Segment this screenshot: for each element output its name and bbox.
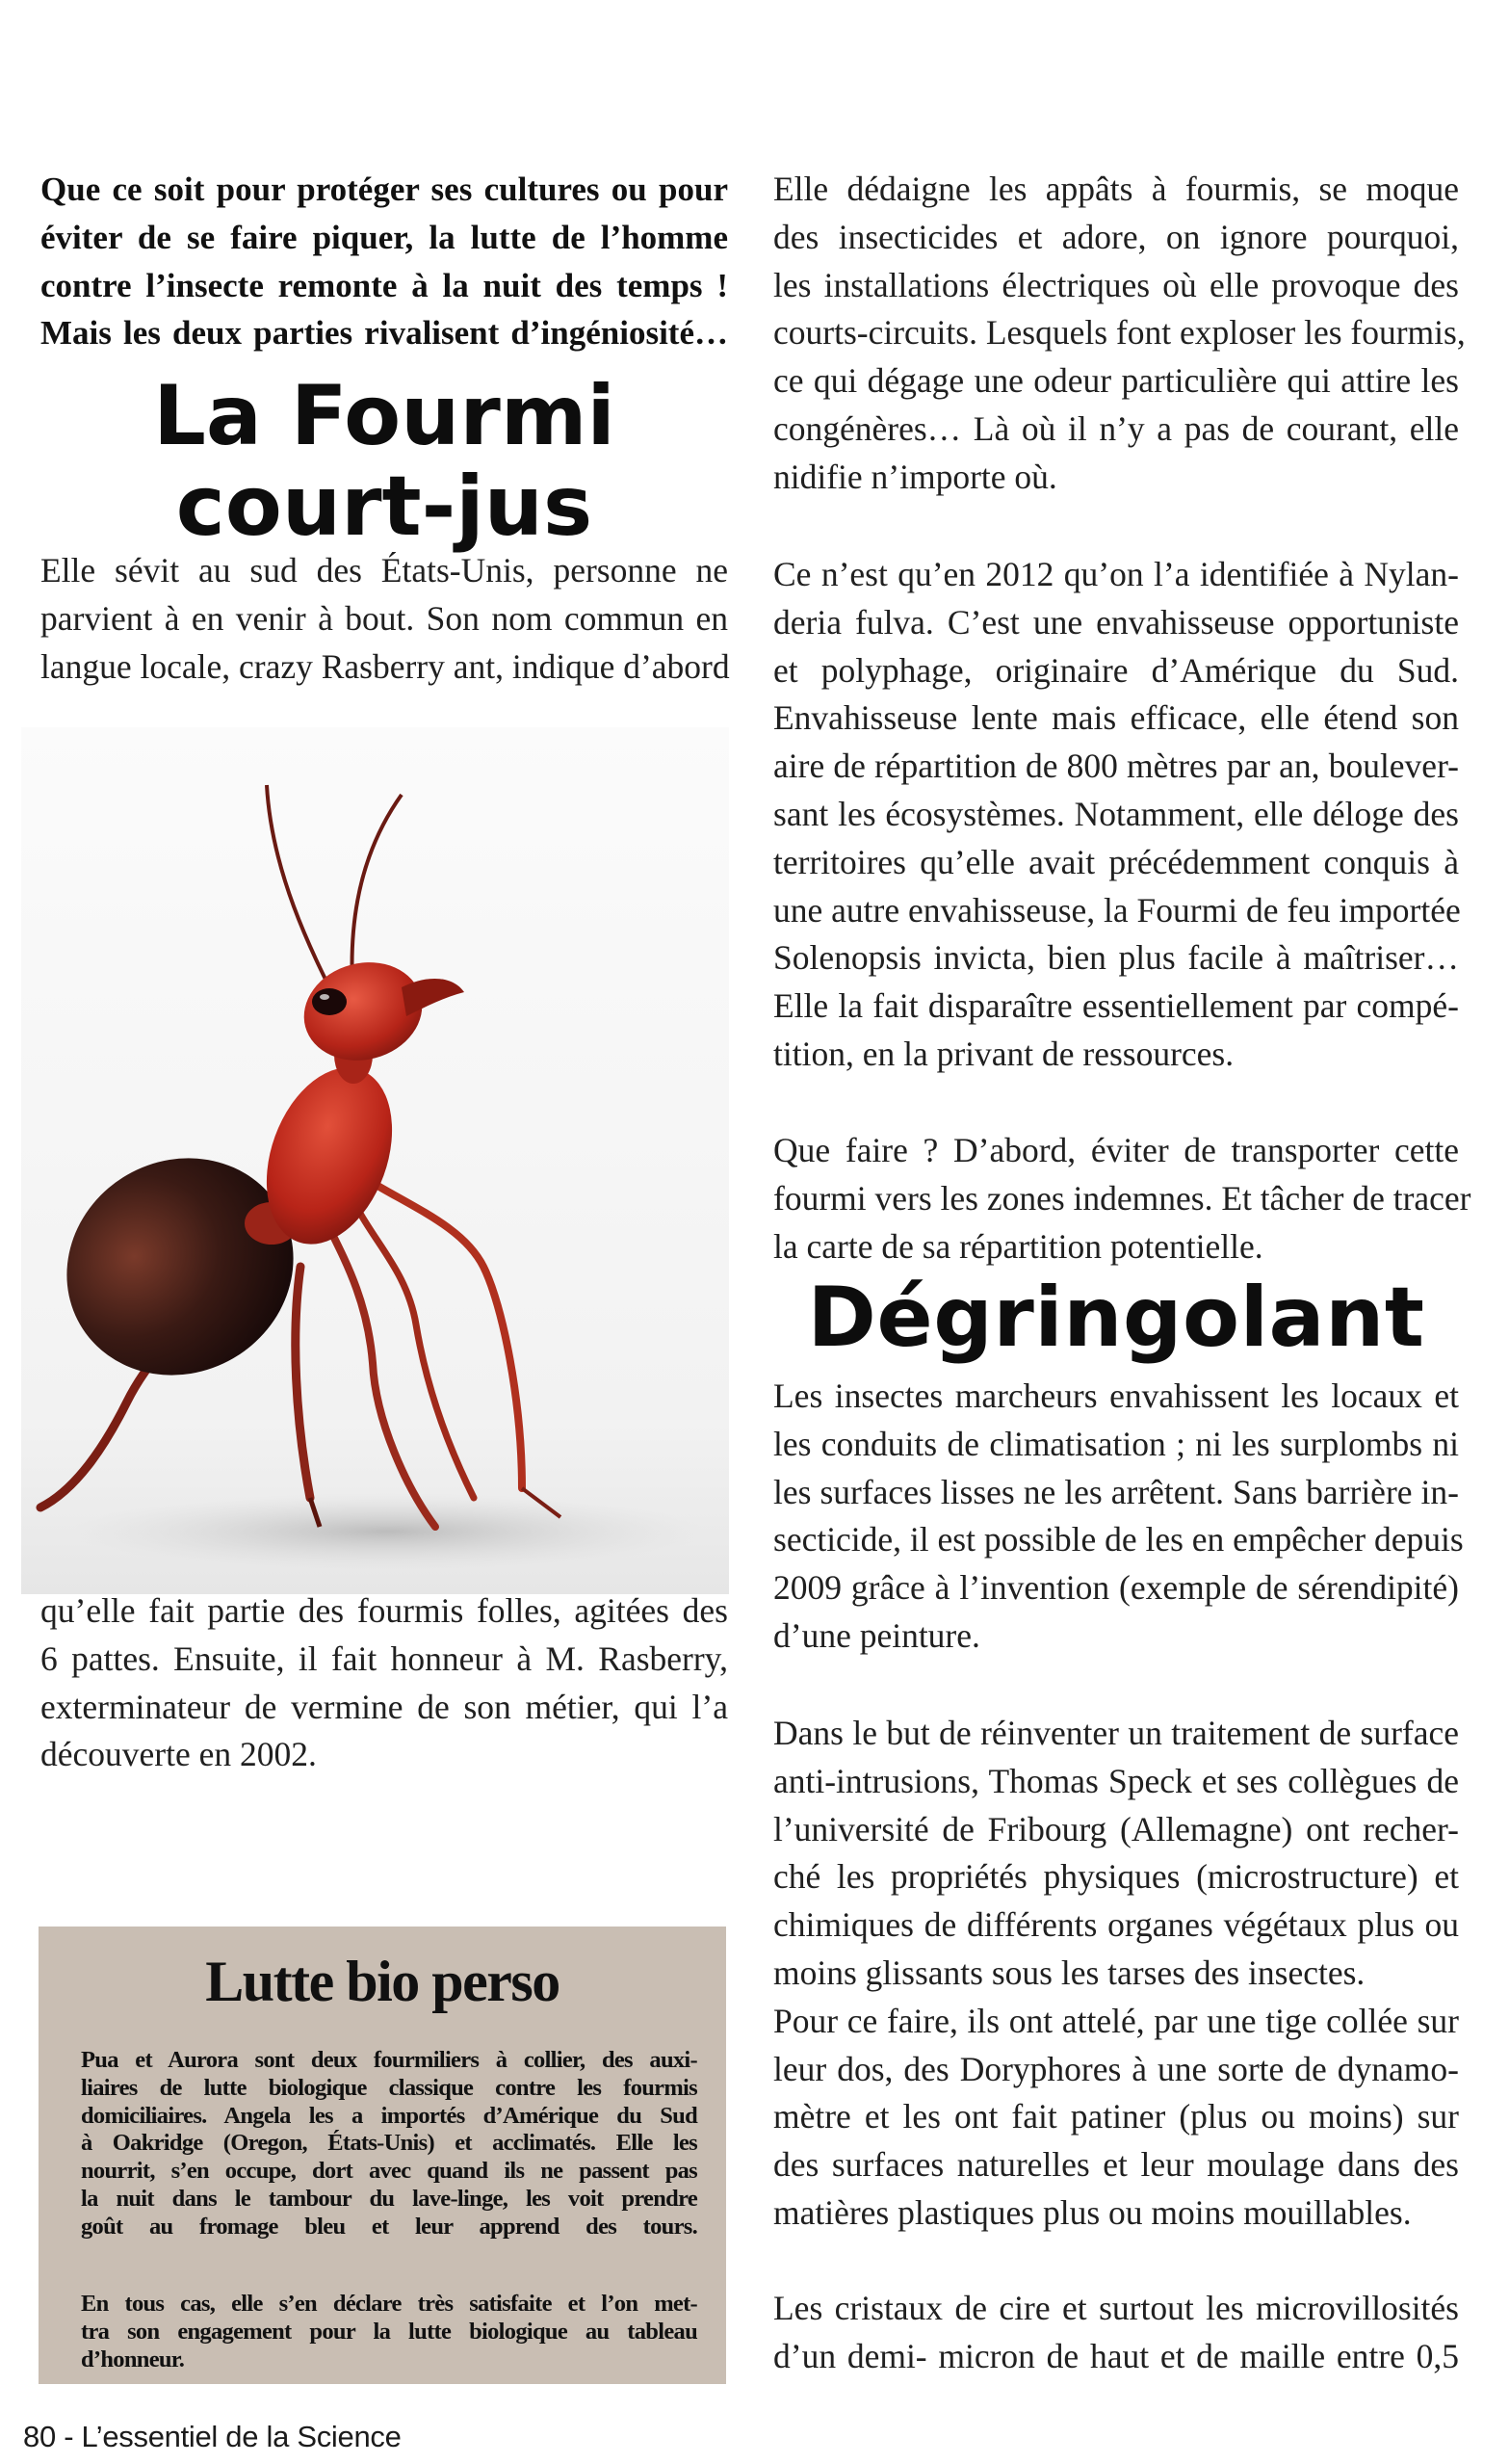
text-line: matières plastiques plus ou moins mouillables. — [773, 2192, 1412, 2232]
sidebar-box — [39, 1927, 726, 2384]
intro-line: contre l’insecte remonte à la nuit des temps ! — [40, 266, 728, 304]
text-line: ce qui dégage une odeur particulière qui attire les — [773, 361, 1459, 401]
sidebar-line: Pua et Aurora sont deux fourmiliers à collier, des auxi- — [81, 2047, 697, 2073]
headline-line: court-jus — [175, 459, 593, 555]
right-paragraph-5 — [773, 1710, 1459, 2238]
sidebar-title: Lutte bio perso — [205, 1950, 559, 2013]
text-line: d’une peinture. — [773, 1615, 980, 1655]
text-line: exterminateur de vermine de son métier, qui l’a — [40, 1687, 728, 1726]
intro-paragraph — [40, 166, 728, 357]
text-line: découverte en 2002. — [40, 1735, 317, 1774]
text-line: Elle la fait disparaître essentiellement par compé- — [773, 986, 1459, 1026]
right-paragraph-2 — [773, 551, 1459, 1079]
left-column — [40, 166, 728, 357]
right-paragraph-4 — [773, 1373, 1464, 1661]
text-line: Envahisseuse lente mais efficace, elle étend son — [773, 698, 1459, 738]
sidebar-line: à Oakridge (Oregon, États-Unis) et acclimatés. Elle les — [81, 2130, 697, 2157]
text-line: Elle dédaigne les appâts à fourmis, se moque — [773, 170, 1459, 208]
sidebar-paragraph — [81, 2047, 697, 2241]
left-paragraph-2 — [40, 1587, 728, 1779]
text-line: des surfaces naturelles et leur moulage dans des — [773, 2145, 1459, 2185]
text-line: Elle sévit au sud des États-Unis, personne ne — [40, 551, 728, 590]
intro-line: Mais les deux parties rivalisent d’ingéniosité… — [40, 314, 728, 353]
text-line: tition, en la privant de ressources. — [773, 1034, 1235, 1073]
ant-illustration — [21, 727, 729, 1594]
headline-line: La Fourmi — [153, 368, 615, 464]
sidebar-line: domiciliaires. Angela les a importés d’Amérique du Sud — [81, 2102, 697, 2129]
text-line: Ce n’est qu’en 2012 qu’on l’a identifiée à Nylan- — [773, 555, 1459, 593]
text-line: la carte de sa répartition potentielle. — [773, 1226, 1263, 1266]
text-line: les installations électriques où elle provoque des — [773, 265, 1459, 304]
text-line: ché les propriétés physiques (microstructure) et — [773, 1857, 1459, 1897]
sidebar-line: En tous cas, elle s’en déclare très satisfaite et l’on met- — [81, 2291, 697, 2317]
sidebar-line: d’honneur. — [81, 2346, 185, 2372]
text-line: des insecticides et adore, on ignore pourquoi, — [773, 217, 1459, 256]
text-line: les conduits de climatisation ; ni les surplombs ni — [773, 1424, 1459, 1463]
sidebar-line: nourrit, s’en occupe, dort avec quand ils ne passent pas — [81, 2158, 697, 2185]
text-line: congénères… Là où il n’y a pas de courant, elle — [773, 408, 1459, 448]
right-paragraph-1 — [773, 166, 1466, 502]
text-line: chimiques de différents organes végétaux plus ou — [773, 1905, 1459, 1945]
headline-fourmi — [40, 368, 728, 555]
text-line: Pour ce faire, ils ont attelé, par une tige collée sur — [773, 2001, 1459, 2040]
text-line: nidifie n’importe où. — [773, 457, 1057, 496]
text-line: mètre et les ont fait patiner (plus ou moins) sur — [773, 2097, 1459, 2136]
text-line: 2009 grâce à l’invention (exemple de sérendipité) — [773, 1568, 1459, 1608]
text-line: moins glissants sous les tarses des insectes. — [773, 1953, 1366, 1992]
text-line: territoires qu’elle avait précédemment conquis à — [773, 842, 1459, 881]
text-line: leur dos, des Doryphores à une sorte de dynamo- — [773, 2049, 1459, 2088]
text-line: courts-circuits. Lesquels font exploser les fourmis, — [773, 313, 1466, 353]
text-line: une autre envahisseuse, la Fourmi de feu importée — [773, 890, 1461, 930]
text-line: Les insectes marcheurs envahissent les locaux et — [773, 1376, 1459, 1415]
intro-line: éviter de se faire piquer, la lutte de l’homme — [40, 218, 728, 256]
text-line: Dans le but de réinventer un traitement de surface — [773, 1714, 1459, 1752]
page-footer: 80 - L’essentiel de la Science — [23, 2420, 402, 2453]
sidebar-line: goût au fromage bleu et leur apprend des tours. — [81, 2213, 697, 2240]
headline-degringolant: Dégringolant — [807, 1270, 1425, 1366]
text-line: et polyphage, originaire d’Amérique du Sud. — [773, 650, 1459, 690]
sidebar-paragraph — [81, 2291, 697, 2373]
text-line: aire de répartition de 800 mètres par an, boulever- — [773, 747, 1459, 786]
text-line: d’un demi- micron de haut et de maille entre 0,5 — [773, 2336, 1459, 2375]
right-paragraph-3 — [773, 1127, 1471, 1271]
text-line: les surfaces lisses ne les arrêtent. Sans barrière in- — [773, 1472, 1459, 1511]
ant-photo — [21, 727, 729, 1594]
text-line: parvient à en venir à bout. Son nom commun en — [40, 598, 728, 638]
text-line: 6 pattes. Ensuite, il fait honneur à M. Rasberry, — [40, 1638, 728, 1678]
text-line: Que faire ? D’abord, éviter de transporter cette — [773, 1131, 1459, 1169]
text-line: l’université de Fribourg (Allemagne) ont recher- — [773, 1809, 1459, 1848]
text-line: Solenopsis invicta, bien plus facile à maîtriser… — [773, 938, 1459, 978]
text-line: sant les écosystèmes. Notamment, elle déloge des — [773, 794, 1459, 833]
text-line: langue locale, crazy Rasberry ant, indique d’abord — [40, 646, 730, 686]
text-line: secticide, il est possible de les en empêcher depuis — [773, 1520, 1464, 1560]
right-paragraph-6 — [773, 2285, 1459, 2381]
sidebar-line: liaires de lutte biologique classique contre les fourmis — [81, 2074, 697, 2101]
intro-line: Que ce soit pour protéger ses cultures ou pour — [40, 170, 728, 208]
text-line: Les cristaux de cire et surtout les microvillosités — [773, 2289, 1459, 2327]
text-line: fourmi vers les zones indemnes. Et tâcher de tracer — [773, 1178, 1471, 1218]
text-line: qu’elle fait partie des fourmis folles, agitées des — [40, 1591, 728, 1630]
text-line: anti-intrusions, Thomas Speck et ses collègues de — [773, 1761, 1459, 1800]
left-paragraph-1 — [40, 547, 728, 691]
text-line: deria fulva. C’est une envahisseuse opportuniste — [773, 602, 1459, 642]
sidebar-line: la nuit dans le tambour du lave-linge, les voit prendre — [81, 2185, 697, 2212]
sidebar-line: tra son engagement pour la lutte biologique au tableau — [81, 2318, 697, 2345]
